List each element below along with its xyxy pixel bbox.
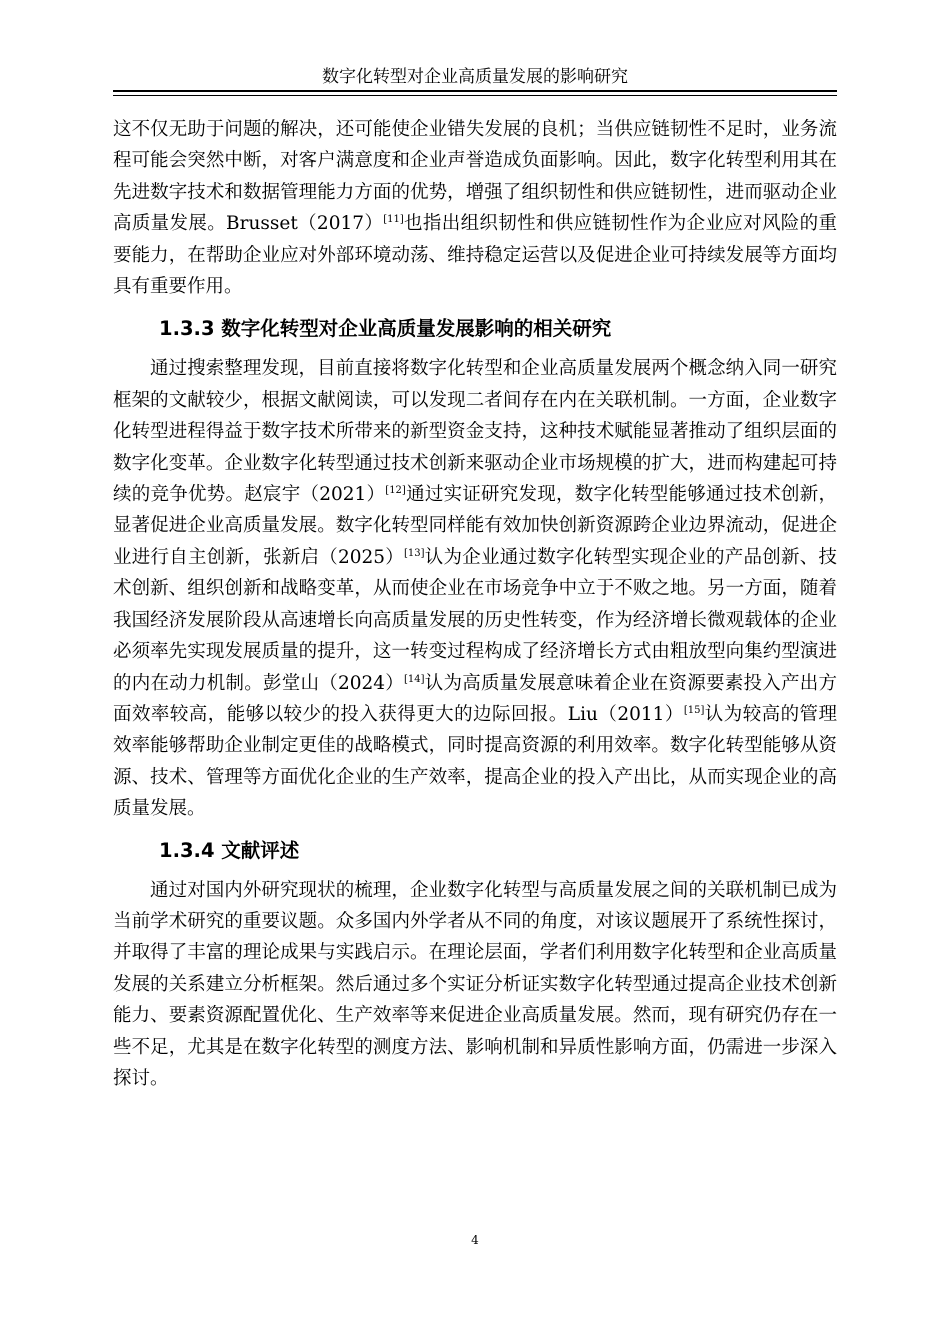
paragraph-text: 认为较高的管理效率能够帮助企业制定更佳的战略模式，同时提高资源的利用效率。数字化转型能够从资源、技术、管理等方面优化企业的生产效率，提高企业的投入产出比，从而实现企业的高质量发展。 [113, 703, 837, 820]
citation-ref: [15] [683, 704, 705, 716]
citation-ref: [13] [404, 547, 425, 559]
citation-ref: [14] [404, 673, 425, 685]
paragraph-text: 认为高质量发展意味着企业在资源要素投入产出方面效率较高，能够以较少的投入获得更大的边际回报。Liu（2011） [113, 672, 837, 725]
header-rule-thin [113, 95, 837, 96]
paragraph [113, 353, 837, 824]
paragraph-text: 通过实证研究发现，数字化转型能够通过技术创新，显著促进企业高质量发展。数字化转型同样能有效加快创新资源跨企业边界流动，促进企业进行自主创新，张新启（2025） [113, 484, 837, 568]
paragraph: 通过对国内外研究现状的梳理，企业数字化转型与高质量发展之间的关联机制已成为当前学术研究的重要议题。众多国内外学者从不同的角度，对该议题展开了系统性探讨，并取得了丰富的理论成果与实践启示。在理论层面，学者们利用数字化转型和企业高质量发展的关系建立分析框架。然后通过多个实证分析证实数字化转型通过提高企业技术创新能力、要素资源配置优化、生产效率等来促进企业高质量发展。然而，现有研究仍存在一些不足，尤其是在数字化转型的测度方法、影响机制和异质性影响方面，仍需进一步深入探讨。 [113, 879, 837, 1089]
page-number: 4 [471, 1233, 479, 1247]
paragraph-continued [113, 114, 837, 302]
section-heading: 1.3.3 数字化转型对企业高质量发展影响的相关研究 [159, 317, 612, 341]
paragraph-text: 也指出组织韧性和供应链韧性作为企业应对风险的重要能力，在帮助企业应对外部环境动荡、维持稳定运营以及促进企业可持续发展等方面均具有重要作用。 [113, 213, 837, 298]
citation-ref: [11] [383, 214, 404, 226]
paragraph-text: 认为企业通过数字化转型实现企业的产品创新、技术创新、组织创新和战略变革，从而使企业在市场竞争中立于不败之地。另一方面，随着我国经济发展阶段从高速增长向高质量发展的历史性转变，作为经济增长微观载体的企业必须率先实现发展质量的提升，这一转变过程构成了经济增长方式由粗放型向集约型演进的内在动力机制。彭堂山（2024） [113, 546, 837, 694]
paragraph-text: 通过搜索整理发现，目前直接将数字化转型和企业高质量发展两个概念纳入同一研究框架的文献较少，根据文献阅读，可以发现二者间存在内在关联机制。一方面，企业数字化转型进程得益于数字技术所带来的新型资金支持，这种技术赋能显著推动了组织层面的数字化变革。企业数字化转型通过技术创新来驱动企业市场规模的扩大，进而构建起可持续的竞争优势。赵宸宇（2021） [113, 358, 837, 506]
section-heading: 1.3.4 文献评述 [159, 838, 300, 862]
running-header-title: 数字化转型对企业高质量发展的影响研究 [322, 67, 628, 87]
page-body [113, 114, 837, 1094]
paragraph-text: 这不仅无助于问题的解决，还可能使企业错失发展的良机；当供应链韧性不足时，业务流程可能会突然中断，对客户满意度和企业声誉造成负面影响。因此，数字化转型利用其在先进数字技术和数据管理能力方面的优势，增强了组织韧性和供应链韧性，进而驱动企业高质量发展。Brusset（2017） [113, 119, 837, 235]
header-rule-thick [113, 90, 837, 92]
citation-ref: [12] [385, 485, 406, 497]
